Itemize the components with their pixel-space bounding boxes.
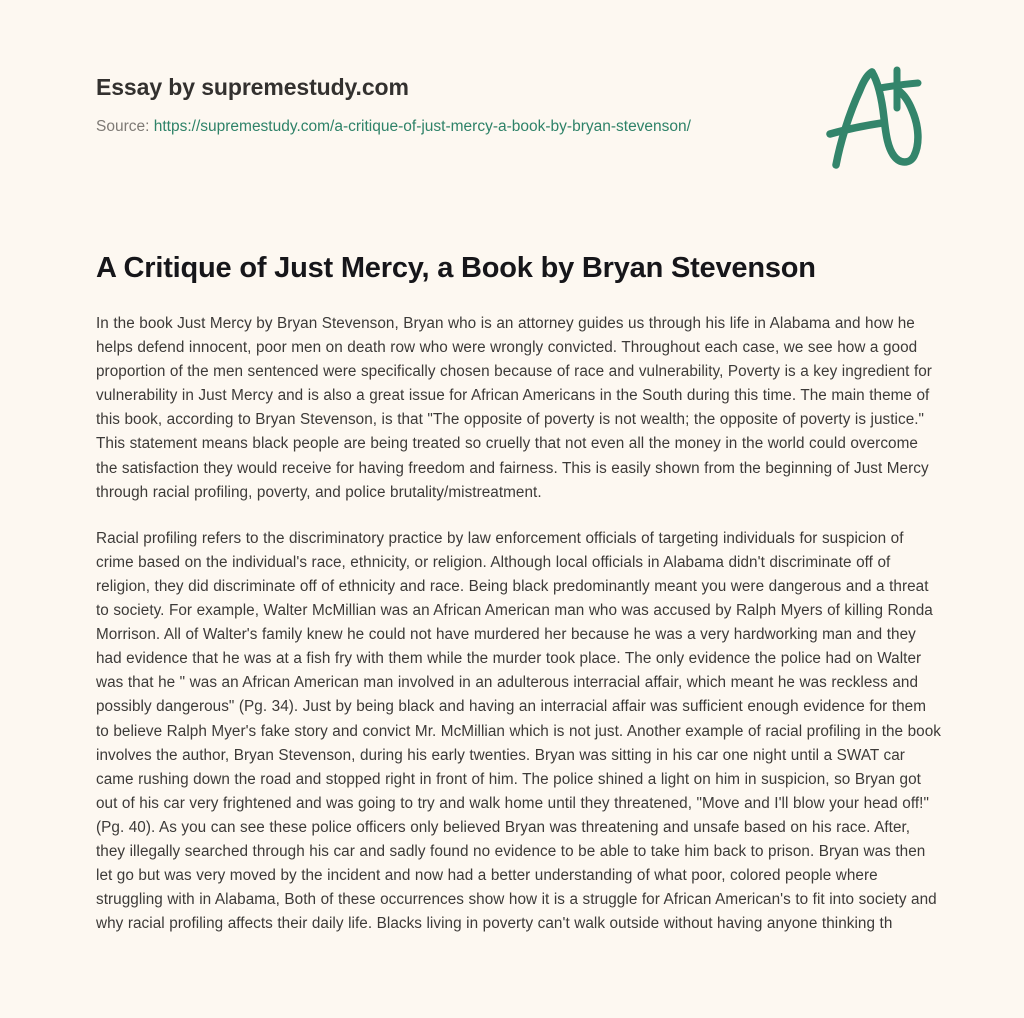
source-label: Source: — [96, 118, 154, 135]
source-url-link[interactable]: https://supremestudy.com/a-critique-of-just-mercy-a-book-by-bryan-stevenson/ — [153, 118, 691, 135]
article-body — [96, 312, 942, 936]
page-title: A Critique of Just Mercy, a Book by Bryan Stevenson — [96, 252, 816, 284]
source-line — [96, 116, 796, 138]
a-plus-logo — [800, 52, 940, 182]
a-plus-logo-icon — [800, 52, 940, 182]
paragraph: In the book Just Mercy by Bryan Stevenson, Bryan who is an attorney guides us through his life in Alabama and how he helps defend innocent, poor men on death row who were wrongly convicted. Throughout each case, we see how a good proportion of the men sentenced were specifically chosen because of race and vulnerability, Poverty is a key ingredient for vulnerability in Just Mercy and is also a great issue for African Americans in the South during this time. The main theme of this book, according to Bryan Stevenson, is that "The opposite of poverty is not wealth; the opposite of poverty is justice." This statement means black people are being treated so cruelly that not even all the money in the world could overcome the satisfaction they would receive for having freedom and fairness. This is easily shown from the beginning of Just Mercy through racial profiling, poverty, and police brutality/mistreatment. — [96, 315, 932, 501]
essay-attribution: Essay by supremestudy.com — [96, 74, 409, 100]
paragraph: Racial profiling refers to the discriminatory practice by law enforcement officials of targeting individuals for suspicion of crime based on the individual's race, ethnicity, or religion. Although local officials in Alabama didn't discriminate off of religion, they did discriminate off of ethnicity and race. Being black predominantly meant you were dangerous and a threat to society. For example, Walter McMillian was an African American man who was accused by Ralph Myers of killing Ronda Morrison. All of Walter's family knew he could not have murdered her because he was a very hardworking man and they had evidence that he was at a fish fry with them while the murder took place. The only evidence the police had on Walter was that he " was an African American man involved in an adulterous interracial affair, which meant he was reckless and possibly dangerous" (Pg. 34). Just by being black and having an interracial affair was sufficient enough evidence for them to believe Ralph Myer's fake story and convict Mr. McMillian which is not just. Another example of racial profiling in the book involves the author, Bryan Stevenson, during his early twenties. Bryan was sitting in his car one night until a SWAT car came rushing down the road and stopped right in front of him. The police shined a light on him in suspicion, so Bryan got out of his car very frightened and was going to try and walk home until they threatened, "Move and I'll blow your head off!" (Pg. 40). As you can see these police officers only believed Bryan was threatening and unsafe based on his race. After, they illegally searched through his car and sadly found no evidence to be able to take him back to prison. Bryan was then let go but was very moved by the incident and now had a better understanding of what poor, colored people where struggling with in Alabama, Both of these occurrences show how it is a struggle for African American's to fit into society and why racial profiling affects their daily life. Blacks living in poverty can't walk outside without having anyone thinking th — [96, 529, 941, 933]
header-text-block — [96, 72, 796, 138]
page-header — [0, 0, 1024, 232]
